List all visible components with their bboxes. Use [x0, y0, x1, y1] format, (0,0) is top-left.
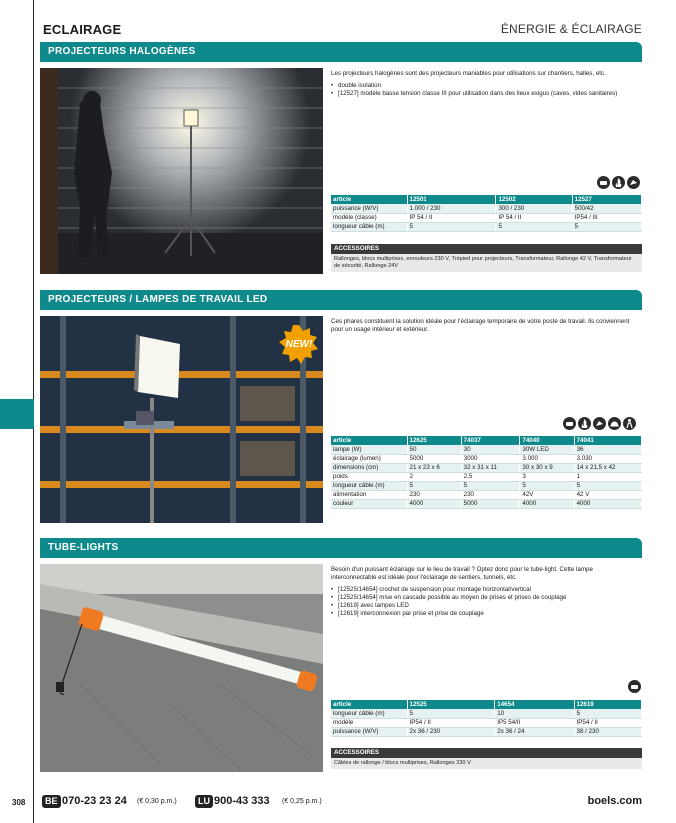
page-category: ÉNERGIE & ÉCLAIRAGE — [500, 22, 642, 36]
table-cell: 300 / 230 — [496, 204, 572, 213]
table-cell: 38 / 230 — [574, 727, 641, 736]
table-cell: lampe (W) — [331, 445, 407, 454]
table-cell: IP54 / II — [407, 718, 495, 727]
table-cell: IP 54 / II — [407, 213, 496, 222]
rate-lu: (€ 0,25 p.m.) — [282, 798, 322, 805]
table-cell: longueur câble (m) — [331, 222, 407, 231]
table-cell: 42V — [520, 490, 574, 499]
list-item: • [12619] interconnexion par prise et prise de couplage — [331, 610, 636, 618]
tube-light-photo — [40, 564, 323, 772]
halogen-photo — [40, 68, 323, 274]
table-cell: IP54 / II — [574, 718, 641, 727]
column-header: article — [331, 700, 407, 709]
tube-icon-group — [628, 680, 641, 694]
column-header: 74040 — [520, 436, 574, 445]
table-cell: 1 — [574, 472, 641, 481]
column-header: article — [331, 195, 407, 204]
column-header: 12527 — [572, 195, 641, 204]
table-cell: 230 — [407, 490, 461, 499]
accessories-heading: ACCESSOIRES — [331, 748, 642, 758]
table-cell: 10 — [495, 709, 574, 718]
table-cell: 5 — [407, 481, 461, 490]
page-footer — [0, 795, 676, 811]
accessories-text: Rallonges, blocs multiprises, enrouleurs 230 V, Trépied pour projecteurs, Transformateur, Rallonge 42 V, Transformateur de sécurité, Rallonge 24V — [331, 254, 642, 272]
page-title: ECLAIRAGE — [43, 22, 122, 37]
feature-list — [331, 586, 636, 618]
column-header: article — [331, 436, 407, 445]
page-header — [40, 20, 642, 40]
column-header: 12501 — [407, 195, 496, 204]
table-cell: dimensions (cm) — [331, 463, 407, 472]
table-cell: 5 — [407, 709, 495, 718]
table-cell: 5 — [574, 481, 641, 490]
new-badge-label: NEW! — [285, 339, 313, 350]
table-cell: éclairage (lumen) — [331, 454, 407, 463]
table-row — [331, 222, 642, 231]
halogen-icon-group — [597, 176, 640, 190]
table-cell: 2,5 — [461, 472, 520, 481]
table-cell: 5 — [407, 222, 496, 231]
table-cell: modèle (classe) — [331, 213, 407, 222]
tube-description — [331, 566, 636, 618]
website-link[interactable]: boels.com — [587, 795, 642, 807]
table-cell: puissance (W/V) — [331, 204, 407, 213]
column-header: 12525 — [407, 700, 495, 709]
led-description — [331, 318, 636, 338]
list-item: • [12619] avec lampes LED — [331, 602, 636, 610]
table-cell: poids — [331, 472, 407, 481]
helmet-icon — [608, 417, 621, 430]
table-cell: 2x 36 / 24 — [495, 727, 574, 736]
country-badge-lu: LU — [195, 795, 213, 808]
list-item: • [12525/14654] mise en cascade possible au moyen de prises et prises de couplage — [331, 594, 636, 602]
table-cell: 32 x 31 x 11 — [461, 463, 520, 472]
table-row — [331, 445, 642, 454]
tube-spec-table — [331, 700, 642, 737]
column-header: 12502 — [496, 195, 572, 204]
table-header-row — [331, 436, 642, 445]
table-cell: 5 — [461, 481, 520, 490]
page-number: 308 — [12, 798, 26, 807]
list-item: • double isolation — [331, 82, 636, 90]
table-cell: 4000 — [407, 499, 461, 508]
list-item: • [12525/14654] crochet de suspension pour montage horizontal/vertical — [331, 586, 636, 594]
table-cell: 2x 36 / 230 — [407, 727, 495, 736]
table-cell: 3.030 — [574, 454, 641, 463]
table-cell: 30 — [461, 445, 520, 454]
table-cell: 5 — [496, 222, 572, 231]
section-header-halogen — [40, 42, 642, 62]
rate-be: (€ 0,30 p.m.) — [137, 798, 177, 805]
table-cell: 500/42 — [572, 204, 641, 213]
lamp-icon — [593, 417, 606, 430]
column-header: 74041 — [574, 436, 641, 445]
description-text: Les projecteurs halogènes sont des projecteurs maniables pour utilisations sur chantiers, halles, etc. — [331, 70, 606, 77]
column-header: 14654 — [495, 700, 574, 709]
led-icon-group — [563, 417, 636, 431]
table-cell: 5000 — [461, 499, 520, 508]
table-cell: modèle — [331, 718, 407, 727]
table-cell: 4000 — [520, 499, 574, 508]
section-title: PROJECTEURS / LAMPES DE TRAVAIL LED — [48, 294, 268, 305]
halogen-description — [331, 70, 636, 98]
country-badge-be: BE — [42, 795, 61, 808]
new-badge — [279, 325, 319, 365]
column-header: 74037 — [461, 436, 520, 445]
section-header-led — [40, 290, 642, 310]
table-cell: 42 V — [574, 490, 641, 499]
table-cell: IP5 54/II — [495, 718, 574, 727]
table-cell: 3000 — [461, 454, 520, 463]
table-cell: 2 — [407, 472, 461, 481]
table-cell: puissance (W/V) — [331, 727, 407, 736]
table-row — [331, 490, 642, 499]
table-row — [331, 454, 642, 463]
wall-socket-icon — [628, 680, 641, 693]
description-text: Besoin d'un puissant éclairage sur le lieu de travail ? Optez donc pour le tube-light. Cette lampe interconnectable est idéale pour l'éclairage de sentiers, tunnels, etc. — [331, 566, 593, 581]
table-cell: 30 x 30 x 9 — [520, 463, 574, 472]
section-header-tube — [40, 538, 642, 558]
table-cell: couleur — [331, 499, 407, 508]
table-cell: IP54 / III — [572, 213, 641, 222]
table-cell: 1.000 / 230 — [407, 204, 496, 213]
table-row — [331, 463, 642, 472]
column-header: 12619 — [574, 700, 641, 709]
table-row — [331, 727, 642, 736]
table-cell: longueur câble (m) — [331, 481, 407, 490]
led-spec-table — [331, 436, 642, 509]
table-cell: 3 — [520, 472, 574, 481]
table-cell: longueur câble (m) — [331, 709, 407, 718]
accessories-text: Câbles de rallonge / blocs multiprises, Rallonges 230 V — [331, 758, 642, 769]
table-row — [331, 213, 642, 222]
column-header: 12625 — [407, 436, 461, 445]
wall-socket-icon — [597, 176, 610, 189]
table-cell: alimentation — [331, 490, 407, 499]
list-item: • [12527] modèle basse tension classe III pour utilisation dans des lieux exigus (caves, vides sanitaires) — [331, 90, 636, 98]
table-header-row — [331, 195, 642, 204]
table-cell: 5 — [574, 709, 641, 718]
table-cell: 50 — [407, 445, 461, 454]
wall-socket-icon — [563, 417, 576, 430]
feature-list — [331, 82, 636, 98]
table-row — [331, 718, 642, 727]
table-cell: 3.000 — [520, 454, 574, 463]
section-title: TUBE-LIGHTS — [48, 542, 119, 553]
table-row — [331, 472, 642, 481]
flame-icon — [578, 417, 591, 430]
table-row — [331, 709, 642, 718]
section-title: PROJECTEURS HALOGÈNES — [48, 46, 196, 57]
description-text: Ces phares constituent la solution idéale pour l'éclairage temporaire de votre poste de travail. Ils conviennent pour un usage intérieur et extérieur. — [331, 318, 630, 333]
flame-icon — [612, 176, 625, 189]
table-row — [331, 204, 642, 213]
table-cell: 230 — [461, 490, 520, 499]
table-row — [331, 499, 642, 508]
table-cell: 30W LED — [520, 445, 574, 454]
table-cell: 36 — [574, 445, 641, 454]
lamp-icon — [627, 176, 640, 189]
halogen-spec-table — [331, 195, 642, 232]
accessories-heading: ACCESSOIRES — [331, 244, 642, 254]
table-cell: 5000 — [407, 454, 461, 463]
table-header-row — [331, 700, 642, 709]
phone-be[interactable]: 070-23 23 24 — [62, 795, 127, 807]
table-row — [331, 481, 642, 490]
halogen-accessories — [331, 244, 642, 272]
table-cell: 14 x 21,5 x 42 — [574, 463, 641, 472]
chapter-tab — [0, 399, 34, 429]
table-cell: IP 54 / II — [496, 213, 572, 222]
table-cell: 4000 — [574, 499, 641, 508]
table-cell: 21 x 23 x 6 — [407, 463, 461, 472]
table-cell: 5 — [520, 481, 574, 490]
table-cell: 5 — [572, 222, 641, 231]
worker-icon — [623, 417, 636, 430]
tube-accessories — [331, 748, 642, 769]
phone-lu[interactable]: 900-43 333 — [214, 795, 270, 807]
